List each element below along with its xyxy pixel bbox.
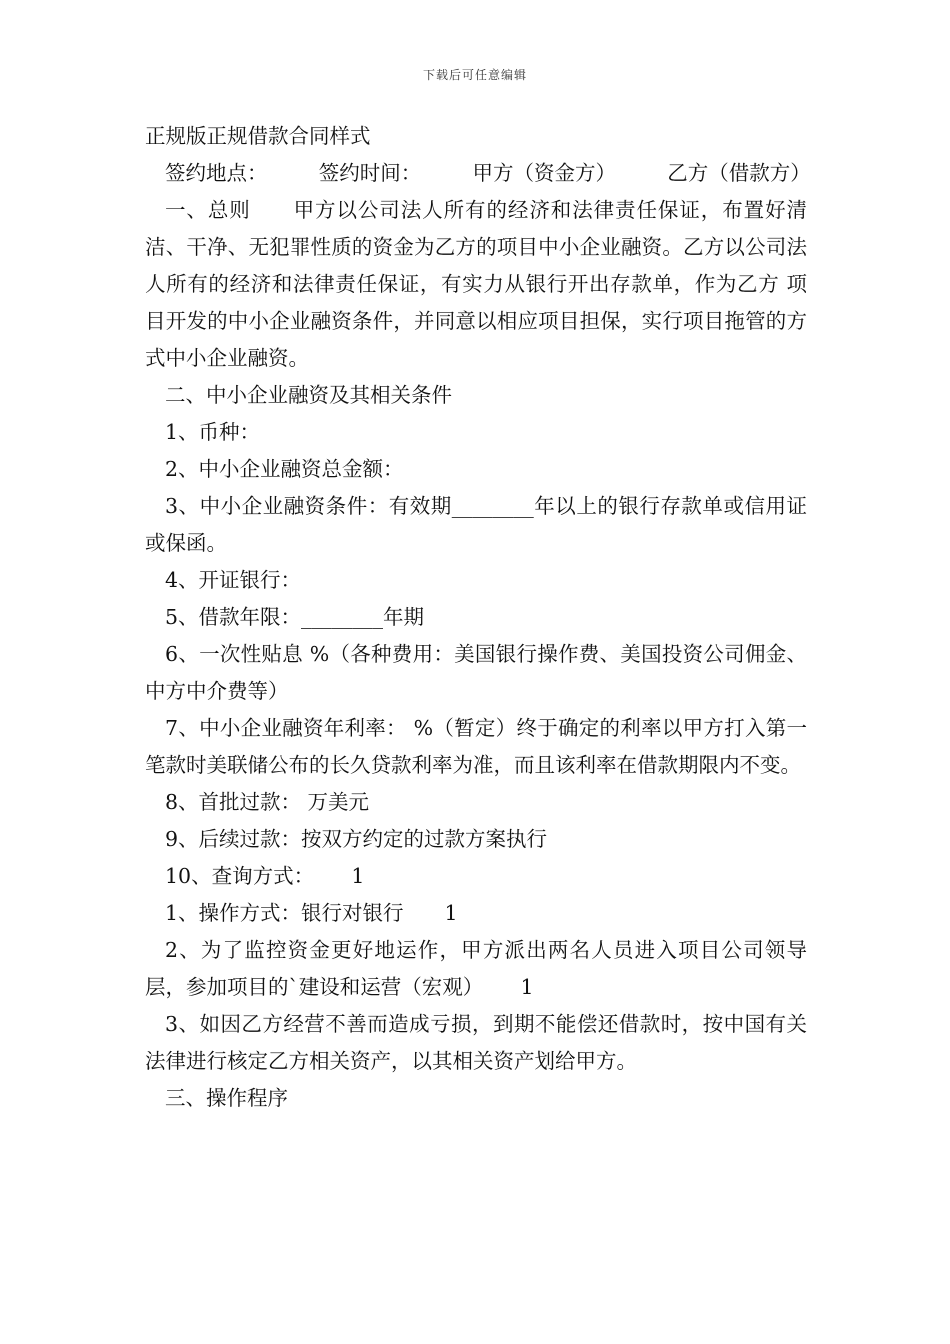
clause-subsequent-transfer: 9、后续过款：按双方约定的过款方案执行	[165, 827, 548, 851]
document-title: 正规版正规借款合同样式	[145, 124, 371, 148]
section-heading-procedure: 三、操作程序	[165, 1086, 288, 1110]
clause-currency: 1、币种：	[165, 420, 261, 444]
signing-info-paragraph: 签约地点： 签约时间： 甲方（资金方） 乙方（借款方）	[165, 161, 811, 185]
clause-total-amount: 2、中小企业融资总金额：	[165, 457, 404, 481]
clause-loan-term: 5、借款年限：________年期	[165, 605, 425, 629]
section-heading-financing: 二、中小企业融资及其相关条件	[165, 383, 452, 407]
header-note: 下载后可任意编辑	[422, 68, 527, 82]
clause-financing-conditions: 3、中小企业融资条件：有效期________年以上的银行存款单或信用证或保函。	[145, 494, 807, 555]
clause-first-transfer: 8、首批过款： 万美元	[165, 790, 370, 814]
clause-issuing-bank: 4、开证银行：	[165, 568, 302, 592]
clause-default: 3、如因乙方经营不善而造成亏损，到期不能偿还借款时，按中国有关法律进行核定乙方相关资产，以其相关资产划给甲方。	[145, 1012, 807, 1073]
document-body	[145, 118, 811, 1117]
clause-discount: 6、一次性贴息 %（各种费用：美国银行操作费、美国投资公司佣金、中方中介费等）	[145, 642, 807, 703]
clause-interest-rate: 7、中小企业融资年利率： %（暂定）终于确定的利率以甲方打入第一笔款时美联储公布的长久贷款利率为准，而且该利率在借款期限内不变。	[145, 716, 807, 777]
clause-operation-method: 1、操作方式：银行对银行 1	[165, 901, 458, 925]
clause-supervision: 2、为了监控资金更好地运作，甲方派出两名人员进入项目公司领导层，参加项目的`建设和运营（宏观） 1	[145, 938, 807, 999]
section-general-paragraph: 一、总则 甲方以公司法人所有的经济和法律责任保证，布置好清洁、干净、无犯罪性质的资金为乙方的项目中小企业融资。乙方以公司法人所有的经济和法律责任保证，有实力从银行开出存款单，作为乙方 项目开发的中小企业融资条件，并同意以相应项目担保，实行项目拖管的方式中小企业融资。	[145, 198, 807, 370]
clause-inquiry-method: 10、查询方式： 1	[165, 864, 365, 888]
